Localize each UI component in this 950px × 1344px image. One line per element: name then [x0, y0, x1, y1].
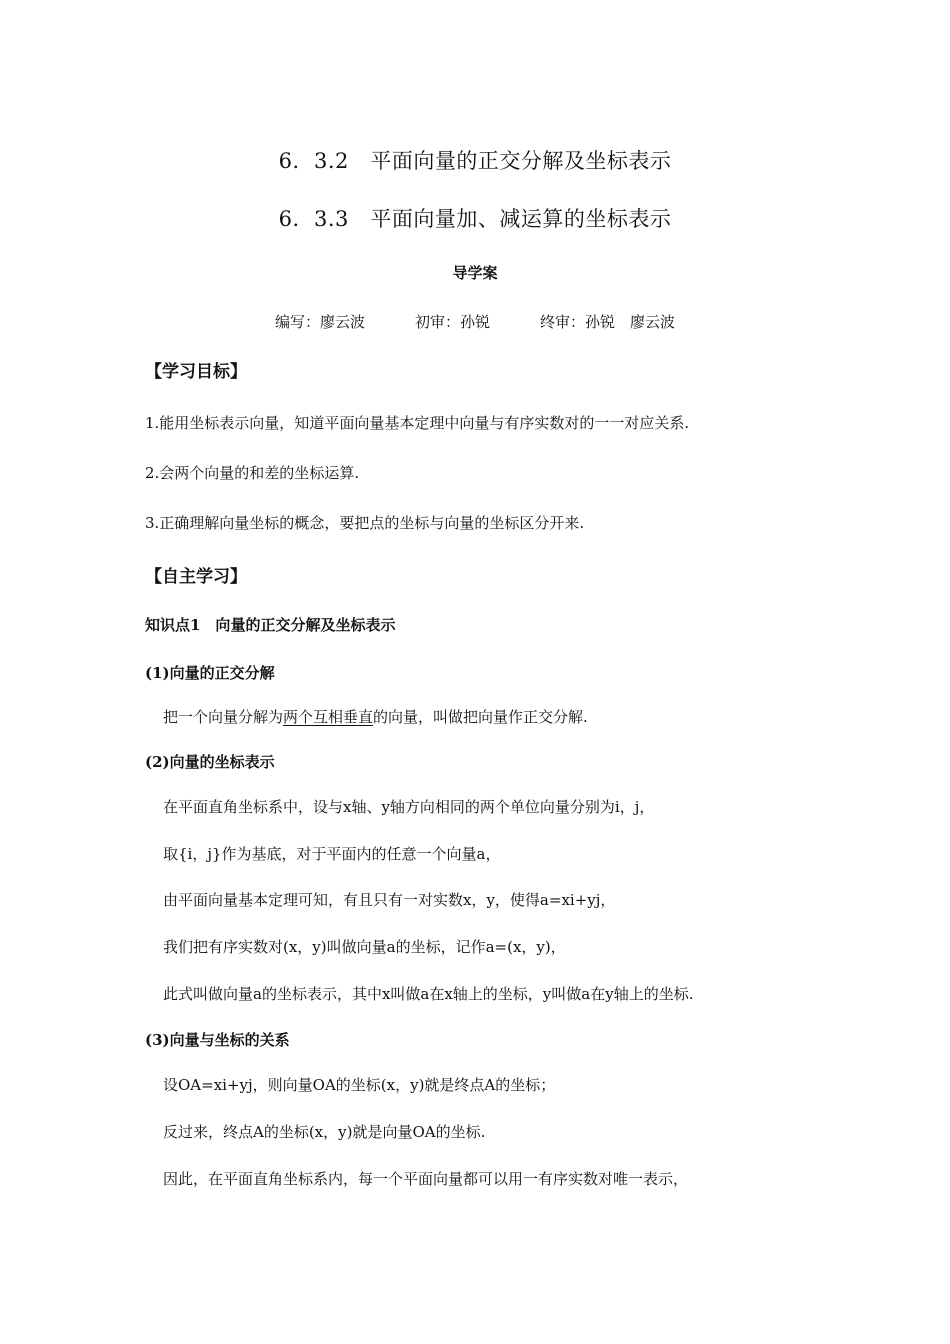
author-writer: 编写：廖云波	[274, 313, 365, 331]
goal-item-3: 3.正确理解向量坐标的概念，要把点的坐标与向量的坐标区分开来.	[145, 514, 585, 532]
author-first-review: 初审：孙锐	[414, 313, 490, 331]
part3-line-1: 设OA=xi+yj，则向量OA的坐标(x，y)就是终点A的坐标；	[163, 1076, 556, 1094]
self-study-heading: 【自主学习】	[145, 567, 247, 587]
part1-heading: (1)向量的正交分解	[145, 664, 275, 682]
part1-text-before: 把一个向量分解为	[163, 708, 284, 726]
part2-line-1: 在平面直角坐标系中，设与x轴、y轴方向相同的两个单位向量分别为i，j，	[163, 798, 655, 816]
part3-line-2: 反过来，终点A的坐标(x，y)就是向量OA的坐标.	[163, 1123, 486, 1141]
document-title-1: 6．3.2 平面向量的正交分解及坐标表示	[278, 149, 672, 173]
goals-heading: 【学习目标】	[145, 362, 247, 382]
part3-line-3: 因此，在平面直角坐标系内，每一个平面向量都可以用一有序实数对唯一表示，	[163, 1170, 689, 1188]
goal-item-1: 1.能用坐标表示向量，知道平面向量基本定理中向量与有序实数对的一一对应关系.	[145, 414, 690, 432]
part2-line-3: 由平面向量基本定理可知，有且只有一对实数x，y，使得a=xi+yj，	[163, 891, 616, 909]
author-final-review: 终审：孙锐 廖云波	[540, 313, 676, 331]
part2-line-2: 取{i，j}作为基底，对于平面内的任意一个向量a，	[163, 845, 501, 863]
part1-blank: 两个互相垂直	[283, 708, 374, 726]
knowledge-point-title: 知识点1 向量的正交分解及坐标表示	[145, 616, 396, 634]
goal-item-2: 2.会两个向量的和差的坐标运算.	[145, 464, 360, 482]
document-title-2: 6．3.3 平面向量加、减运算的坐标表示	[278, 207, 672, 231]
part1-text	[163, 706, 588, 727]
part1-text-after: 的向量，叫做把向量作正交分解.	[373, 708, 588, 726]
part3-heading: (3)向量与坐标的关系	[145, 1031, 290, 1049]
part2-line-5: 此式叫做向量a的坐标表示，其中x叫做a在x轴上的坐标，y叫做a在y轴上的坐标.	[163, 985, 694, 1003]
part2-heading: (2)向量的坐标表示	[145, 753, 275, 771]
document-subtitle: 导学案	[452, 264, 498, 282]
authors-line	[0, 311, 950, 332]
part2-line-4: 我们把有序实数对(x，y)叫做向量a的坐标，记作a=(x，y)，	[163, 938, 566, 956]
